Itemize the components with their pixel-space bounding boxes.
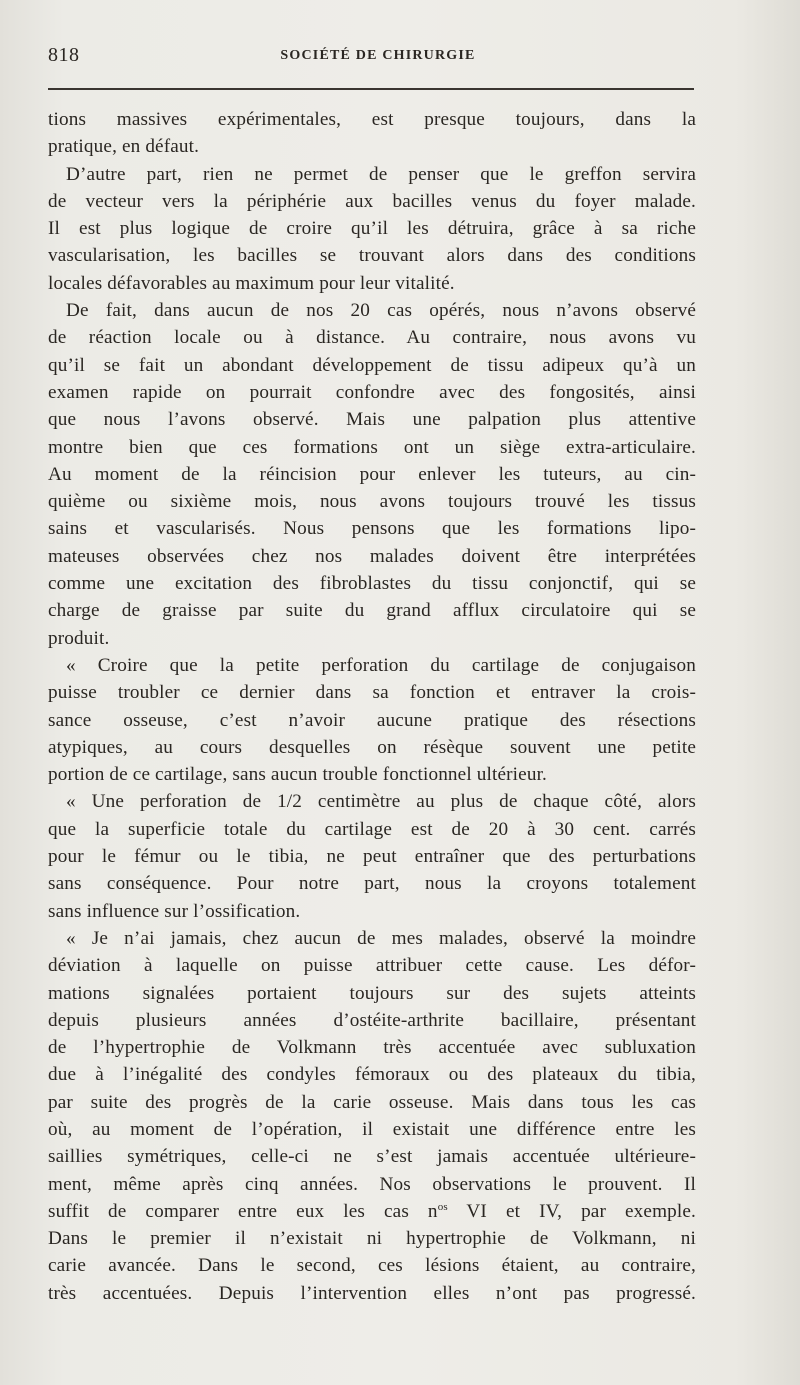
text-line: [48, 652, 696, 679]
text-line: [48, 1171, 696, 1198]
text-line: [48, 1089, 696, 1116]
page-number: 818: [48, 44, 80, 66]
text-line: [48, 434, 696, 461]
text-line-content: Dans le premier il n’existait ni hypertrophie de Volkmann, ni: [48, 1228, 696, 1250]
text-line: [48, 734, 696, 761]
text-line: [48, 816, 696, 843]
text-line-content: sance osseuse, c’est n’avoir aucune pratique des résections: [48, 709, 696, 731]
text-line: [48, 952, 696, 979]
text-line-content: carie avancée. Dans le second, ces lésions étaient, au contraire,: [48, 1255, 696, 1277]
text-line-content: suffit de comparer entre eux les cas n: [48, 1200, 438, 1222]
text-line-content: locales défavorables au maximum pour leur vitalité.: [48, 272, 455, 294]
text-line: [48, 679, 696, 706]
text-line: [48, 215, 696, 242]
text-line-content: mations signalées portaient toujours sur des sujets atteints: [48, 982, 696, 1004]
text-line: [48, 242, 696, 269]
text-line-content: « Je n’ai jamais, chez aucun de mes malades, observé la moindre: [66, 927, 696, 949]
text-line: [48, 461, 696, 488]
text-line: [48, 597, 696, 624]
text-line-content: D’autre part, rien ne permet de penser que le greffon servira: [66, 163, 696, 185]
page-header: [48, 44, 696, 72]
text-line: [48, 352, 696, 379]
text-line: [48, 297, 696, 324]
text-line: [48, 898, 696, 925]
text-line-content: où, au moment de l’opération, il existait une différence entre les: [48, 1118, 696, 1140]
text-line-content: examen rapide on pourrait confondre avec des fongosités, ainsi: [48, 381, 696, 403]
text-line: [48, 1061, 696, 1088]
text-line-content: puisse troubler ce dernier dans sa fonction et entraver la crois-: [48, 682, 696, 704]
text-line-content: sans conséquence. Pour notre part, nous la croyons totalement: [48, 873, 696, 895]
text-line: [48, 188, 696, 215]
text-line: [48, 1143, 696, 1170]
text-line-continuation: VI et IV, par exemple.: [447, 1200, 696, 1222]
text-line: [48, 925, 696, 952]
text-line: [48, 324, 696, 351]
text-line: [48, 1225, 696, 1252]
text-line: [48, 106, 696, 133]
text-line: [48, 133, 696, 160]
text-line: [48, 1252, 696, 1279]
text-line: [48, 379, 696, 406]
text-line-content: ment, même après cinq années. Nos observations le prouvent. Il: [48, 1173, 696, 1195]
text-line-content: atypiques, au cours desquelles on résèque souvent une petite: [48, 736, 696, 758]
text-line-content: Il est plus logique de croire qu’il les détruira, grâce à sa riche: [48, 218, 696, 240]
text-line-content: depuis plusieurs années d’ostéite-arthrite bacillaire, présentant: [48, 1009, 696, 1031]
text-line: [48, 980, 696, 1007]
text-line-content: que nous l’avons observé. Mais une palpation plus attentive: [48, 409, 696, 431]
text-line: [48, 488, 696, 515]
text-line-content: que la superficie totale du cartilage est de 20 à 30 cent. carrés: [48, 818, 696, 840]
text-line: [48, 625, 696, 652]
text-line-content: pratique, en défaut.: [48, 136, 200, 158]
text-line: [48, 761, 696, 788]
text-line: [48, 1280, 696, 1307]
text-line-content: portion de ce cartilage, sans aucun trouble fonctionnel ultérieur.: [48, 764, 548, 786]
text-line-content: vascularisation, les bacilles se trouvant alors dans des conditions: [48, 245, 696, 267]
text-line-content: saillies symétriques, celle-ci ne s’est jamais accentuée ultérieure-: [48, 1146, 696, 1168]
text-line: [48, 543, 696, 570]
text-line-content: de l’hypertrophie de Volkmann très accentuée avec subluxation: [48, 1037, 696, 1059]
text-line-content: De fait, dans aucun de nos 20 cas opérés, nous n’avons observé: [66, 300, 696, 322]
text-line: [48, 1034, 696, 1061]
text-line-content: due à l’inégalité des condyles fémoraux ou des plateaux du tibia,: [48, 1064, 696, 1086]
text-line-content: montre bien que ces formations ont un siège extra-articulaire.: [48, 436, 696, 458]
text-line-content: mateuses observées chez nos malades doivent être interprétées: [48, 545, 696, 567]
text-line-content: qu’il se fait un abondant développement de tissu adipeux qu’à un: [48, 354, 696, 376]
text-line-content: sains et vascularisés. Nous pensons que les formations lipo-: [48, 518, 696, 540]
text-line: [48, 788, 696, 815]
text-line-content: Au moment de la réincision pour enlever les tuteurs, au cin-: [48, 463, 696, 485]
text-line: [48, 570, 696, 597]
text-line-content: produit.: [48, 627, 110, 649]
body-text: [48, 106, 696, 1307]
text-line-content: comme une excitation des fibroblastes du tissu conjonctif, qui se: [48, 573, 696, 595]
text-line: [48, 843, 696, 870]
text-line-content: très accentuées. Depuis l’intervention elles n’ont pas progressé.: [48, 1282, 696, 1304]
text-line-content: charge de graisse par suite du grand afflux circulatoire qui se: [48, 600, 696, 622]
text-line-content: « Une perforation de 1/2 centimètre au plus de chaque côté, alors: [66, 791, 696, 813]
text-line: [48, 1198, 696, 1225]
text-line-content: déviation à laquelle on puisse attribuer cette cause. Les défor-: [48, 955, 696, 977]
text-line-content: sans influence sur l’ossification.: [48, 900, 301, 922]
superscript: os: [437, 1200, 448, 1213]
text-line: [48, 1116, 696, 1143]
text-line: [48, 406, 696, 433]
running-title: SOCIÉTÉ DE CHIRURGIE: [280, 48, 476, 63]
header-rule: [48, 88, 694, 90]
text-line-content: de vecteur vers la périphérie aux bacilles venus du foyer malade.: [48, 190, 696, 212]
text-line-content: de réaction locale ou à distance. Au contraire, nous avons vu: [48, 327, 696, 349]
text-line: [48, 870, 696, 897]
text-line: [48, 161, 696, 188]
text-line-content: quième ou sixième mois, nous avons toujours trouvé les tissus: [48, 491, 696, 513]
text-line: [48, 707, 696, 734]
text-line: [48, 270, 696, 297]
text-line-content: tions massives expérimentales, est presque toujours, dans la: [48, 109, 696, 130]
text-line: [48, 1007, 696, 1034]
text-line-content: pour le fémur ou le tibia, ne peut entraîner que des perturbations: [48, 846, 696, 868]
text-line-content: « Croire que la petite perforation du cartilage de conjugaison: [66, 654, 696, 676]
text-line-content: par suite des progrès de la carie osseuse. Mais dans tous les cas: [48, 1091, 696, 1113]
text-line: [48, 515, 696, 542]
